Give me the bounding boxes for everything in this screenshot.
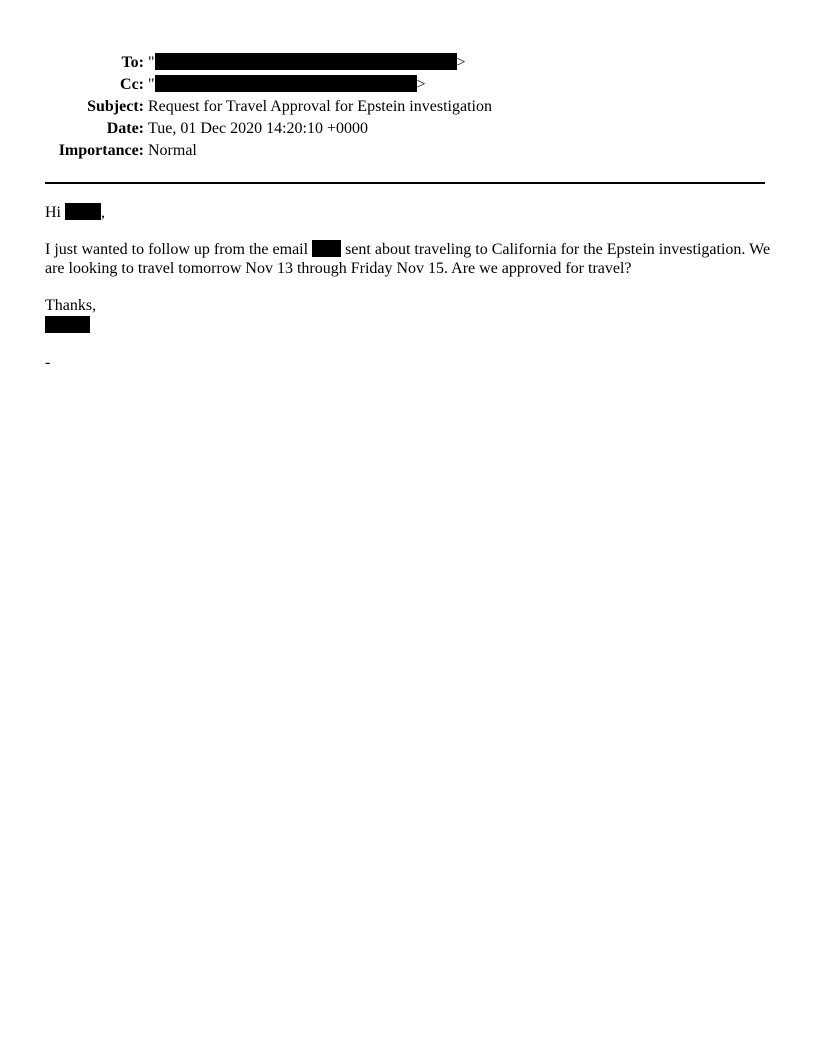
paragraph-text-end: sent about traveling to California for the Epstein investigation. We are looking to travel tomorrow Nov 13 through Friday Nov 15. Are we approved for travel? [45,241,771,277]
signature [45,296,775,333]
date-value: Tue, 01 Dec 2020 14:20:10 +0000 [148,120,368,137]
greeting-punct: , [101,204,105,221]
subject-row [0,96,816,118]
importance-value: Normal [148,142,197,159]
redaction-block [155,53,457,70]
to-row [0,52,816,74]
body-paragraph [45,240,775,278]
redaction-block [45,316,90,333]
cc-value [148,74,426,96]
redaction-block [65,203,101,220]
header-divider [45,182,765,184]
greeting-text: Hi [45,204,61,221]
closing-text: Thanks, [45,297,97,314]
cc-suffix: > [416,76,426,93]
cc-prefix: " [148,76,155,93]
email-body [45,203,775,372]
to-prefix: " [148,54,155,71]
importance-row [0,140,816,162]
date-label: Date: [106,120,144,137]
greeting-line [45,203,775,222]
to-value [148,52,466,74]
subject-label: Subject: [87,98,144,115]
email-header [0,52,816,162]
footer-mark: - [45,354,51,371]
importance-label: Importance: [58,142,144,159]
date-row [0,118,816,140]
cc-label: Cc: [120,76,144,93]
cc-row [0,74,816,96]
to-label: To: [121,54,144,71]
redaction-block [155,75,417,92]
redaction-block [312,240,341,257]
paragraph-text-start: I just wanted to follow up from the email [45,241,309,258]
subject-value: Request for Travel Approval for Epstein investigation [148,98,492,115]
to-suffix: > [456,54,466,71]
